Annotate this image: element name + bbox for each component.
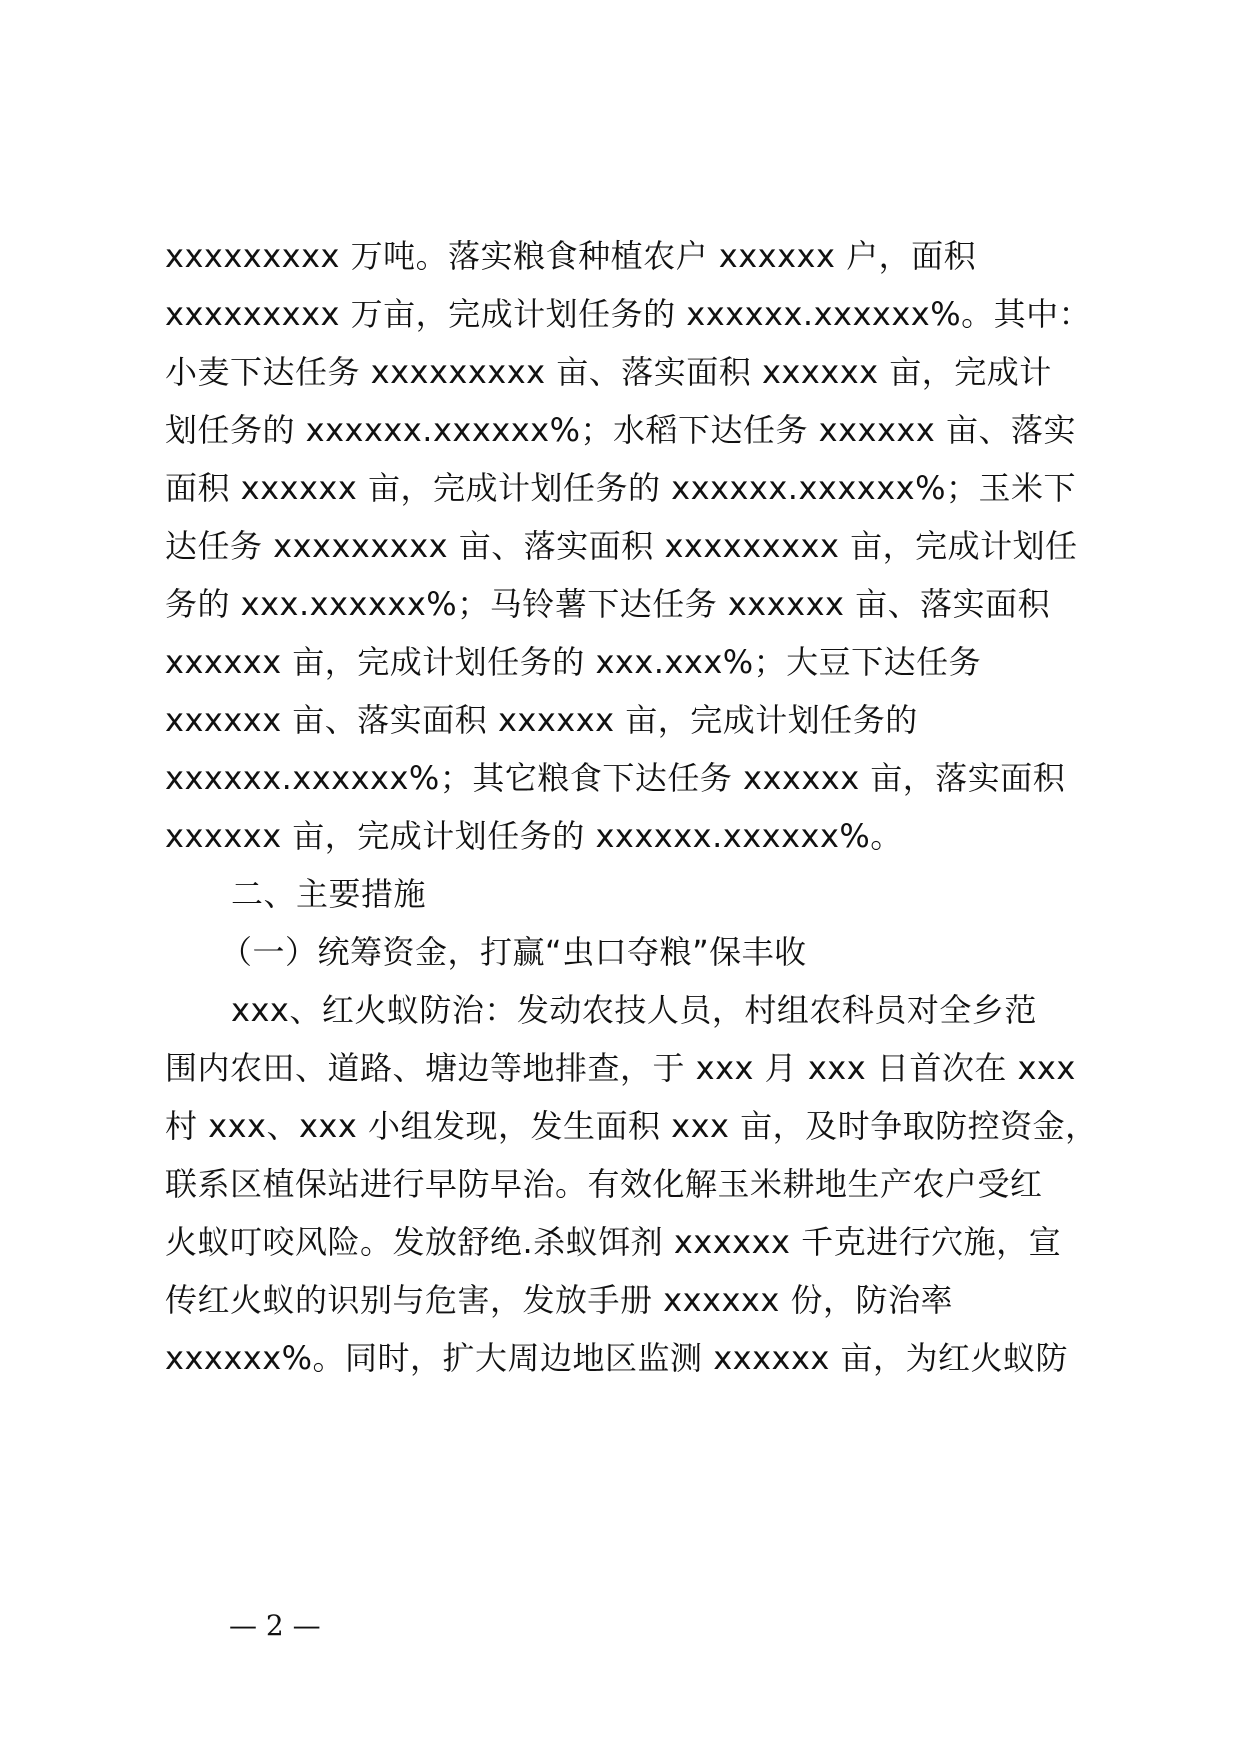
paragraph-line: 火蚁叮咬风险。发放舒绝.杀蚁饵剂 xxxxxx 千克进行穴施，宣: [165, 1223, 1062, 1261]
paragraph-line: 达任务 xxxxxxxxx 亩、落实面积 xxxxxxxxx 亩，完成计划任: [165, 527, 1078, 565]
paragraph-line: 务的 xxx.xxxxxx%；马铃薯下达任务 xxxxxx 亩、落实面积: [165, 585, 1051, 623]
paragraph-line: xxxxxx 亩、落实面积 xxxxxx 亩，完成计划任务的: [165, 701, 918, 739]
subsection-heading: （一）统筹资金，打赢“虫口夺粮”保丰收: [220, 933, 807, 971]
paragraph-line: 划任务的 xxxxxx.xxxxxx%；水稻下达任务 xxxxxx 亩、落实: [165, 411, 1076, 449]
paragraph-line: xxxxxx 亩，完成计划任务的 xxxxxx.xxxxxx%。: [165, 817, 903, 855]
section-heading: 二、主要措施: [231, 875, 427, 913]
paragraph-line: 村 xxx、xxx 小组发现，发生面积 xxx 亩，及时争取防控资金，: [165, 1107, 1098, 1145]
paragraph-line: 联系区植保站进行早防早治。有效化解玉米耕地生产农户受红: [165, 1165, 1043, 1203]
paragraph-line: xxxxxx.xxxxxx%；其它粮食下达任务 xxxxxx 亩，落实面积: [165, 759, 1066, 797]
paragraph-line: xxxxxxxxx 万亩，完成计划任务的 xxxxxx.xxxxxx%。其中：: [165, 295, 1092, 333]
paragraph-line: 传红火蚁的识别与危害，发放手册 xxxxxx 份，防治率: [165, 1281, 953, 1319]
paragraph-line: 小麦下达任务 xxxxxxxxx 亩、落实面积 xxxxxx 亩，完成计: [165, 353, 1052, 391]
paragraph-line: 面积 xxxxxx 亩，完成计划任务的 xxxxxx.xxxxxx%；玉米下: [165, 469, 1076, 507]
paragraph-line: xxxxxxxxx 万吨。落实粮食种植农户 xxxxxx 户，面积: [165, 237, 977, 275]
paragraph-line: xxx、红火蚁防治：发动农技人员，村组农科员对全乡范: [231, 991, 1037, 1029]
paragraph-line: xxxxxx 亩，完成计划任务的 xxx.xxx%；大豆下达任务: [165, 643, 982, 681]
page-number: — 2 —: [229, 1609, 321, 1642]
paragraph-line: 围内农田、道路、塘边等地排查，于 xxx 月 xxx 日首次在 xxx: [165, 1049, 1076, 1087]
paragraph-line: xxxxxx%。同时，扩大周边地区监测 xxxxxx 亩，为红火蚁防: [165, 1339, 1069, 1377]
